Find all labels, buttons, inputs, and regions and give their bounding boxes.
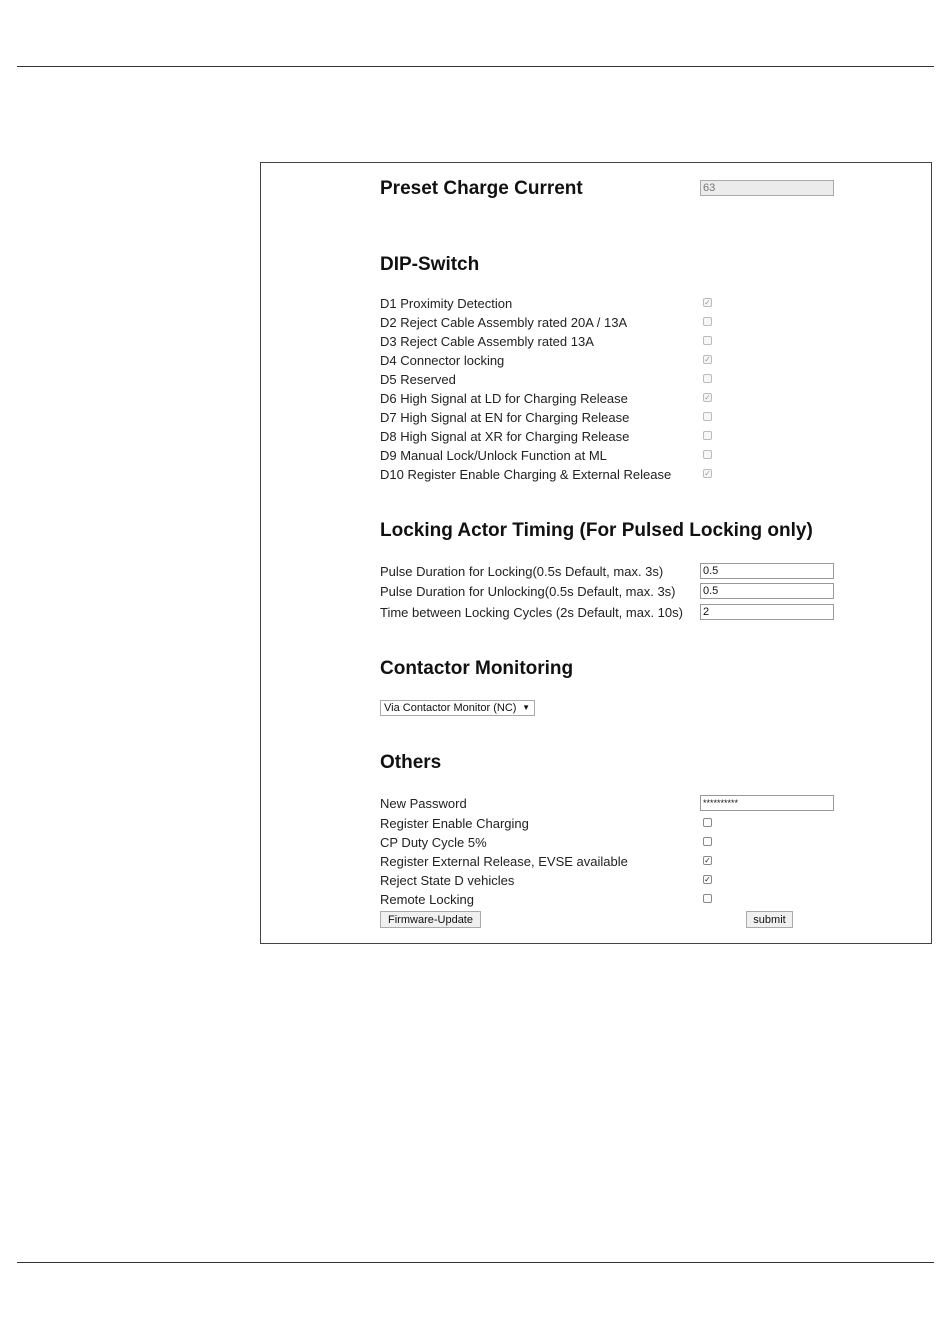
dip-label: D5 Reserved	[380, 372, 456, 387]
firmware-update-button[interactable]: Firmware-Update	[380, 911, 481, 928]
others-label: Remote Locking	[380, 892, 474, 907]
section-title-others: Others	[380, 752, 442, 773]
check-icon: ✓	[704, 393, 711, 402]
header-rule	[17, 66, 934, 67]
dip-label: D7 High Signal at EN for Charging Release	[380, 410, 630, 425]
register-enable-charging-checkbox[interactable]	[703, 818, 712, 827]
preset-charge-current-field[interactable]	[700, 180, 834, 196]
pulse-unlocking-field[interactable]	[700, 583, 834, 599]
locking-label: Time between Locking Cycles (2s Default, max. 10s)	[380, 605, 683, 620]
dip-checkbox-d6[interactable]	[703, 393, 712, 402]
locking-cycles-field[interactable]	[700, 604, 834, 620]
dip-checkbox-d2[interactable]	[703, 317, 712, 326]
dip-checkbox-d9[interactable]	[703, 450, 712, 459]
check-icon: ✓	[704, 856, 711, 865]
others-label: CP Duty Cycle 5%	[380, 835, 487, 850]
settings-panel	[260, 162, 932, 944]
check-icon: ✓	[704, 298, 711, 307]
check-icon: ✓	[704, 469, 711, 478]
locking-label: Pulse Duration for Locking(0.5s Default, max. 3s)	[380, 564, 664, 579]
dip-checkbox-d10[interactable]	[703, 469, 712, 478]
dip-label: D1 Proximity Detection	[380, 296, 513, 311]
section-title-contactor: Contactor Monitoring	[380, 658, 574, 679]
locking-label: Pulse Duration for Unlocking(0.5s Default, max. 3s)	[380, 584, 676, 599]
dropdown-arrow-icon: ▼	[522, 703, 530, 712]
new-password-field[interactable]	[700, 795, 834, 811]
dip-checkbox-d4[interactable]	[703, 355, 712, 364]
new-password-label: New Password	[380, 796, 467, 811]
dip-label: D10 Register Enable Charging & External Release	[380, 467, 672, 482]
dip-label: D2 Reject Cable Assembly rated 20A / 13A	[380, 315, 628, 330]
dip-label: D4 Connector locking	[380, 353, 505, 368]
others-label: Reject State D vehicles	[380, 873, 515, 888]
dip-checkbox-d8[interactable]	[703, 431, 712, 440]
dip-checkbox-d7[interactable]	[703, 412, 712, 421]
section-title-locking: Locking Actor Timing (For Pulsed Locking only)	[380, 520, 813, 541]
submit-button[interactable]: submit	[746, 911, 793, 928]
footer-rule	[17, 1262, 934, 1263]
dip-checkbox-d5[interactable]	[703, 374, 712, 383]
contactor-monitoring-value: Via Contactor Monitor (NC)	[384, 702, 517, 714]
section-title-dip: DIP-Switch	[380, 254, 480, 275]
contactor-monitoring-select[interactable]	[380, 700, 535, 716]
dip-checkbox-d3[interactable]	[703, 336, 712, 345]
register-external-release-checkbox[interactable]	[703, 856, 712, 865]
dip-label: D6 High Signal at LD for Charging Release	[380, 391, 628, 406]
dip-label: D8 High Signal at XR for Charging Release	[380, 429, 630, 444]
others-label: Register Enable Charging	[380, 816, 529, 831]
dip-label: D9 Manual Lock/Unlock Function at ML	[380, 448, 607, 463]
dip-checkbox-d1[interactable]	[703, 298, 712, 307]
others-label: Register External Release, EVSE available	[380, 854, 628, 869]
dip-label: D3 Reject Cable Assembly rated 13A	[380, 334, 594, 349]
check-icon: ✓	[704, 875, 711, 884]
reject-state-d-checkbox[interactable]	[703, 875, 712, 884]
check-icon: ✓	[704, 355, 711, 364]
pulse-locking-field[interactable]	[700, 563, 834, 579]
cp-duty-cycle-checkbox[interactable]	[703, 837, 712, 846]
section-title-preset: Preset Charge Current	[380, 178, 583, 199]
remote-locking-checkbox[interactable]	[703, 894, 712, 903]
